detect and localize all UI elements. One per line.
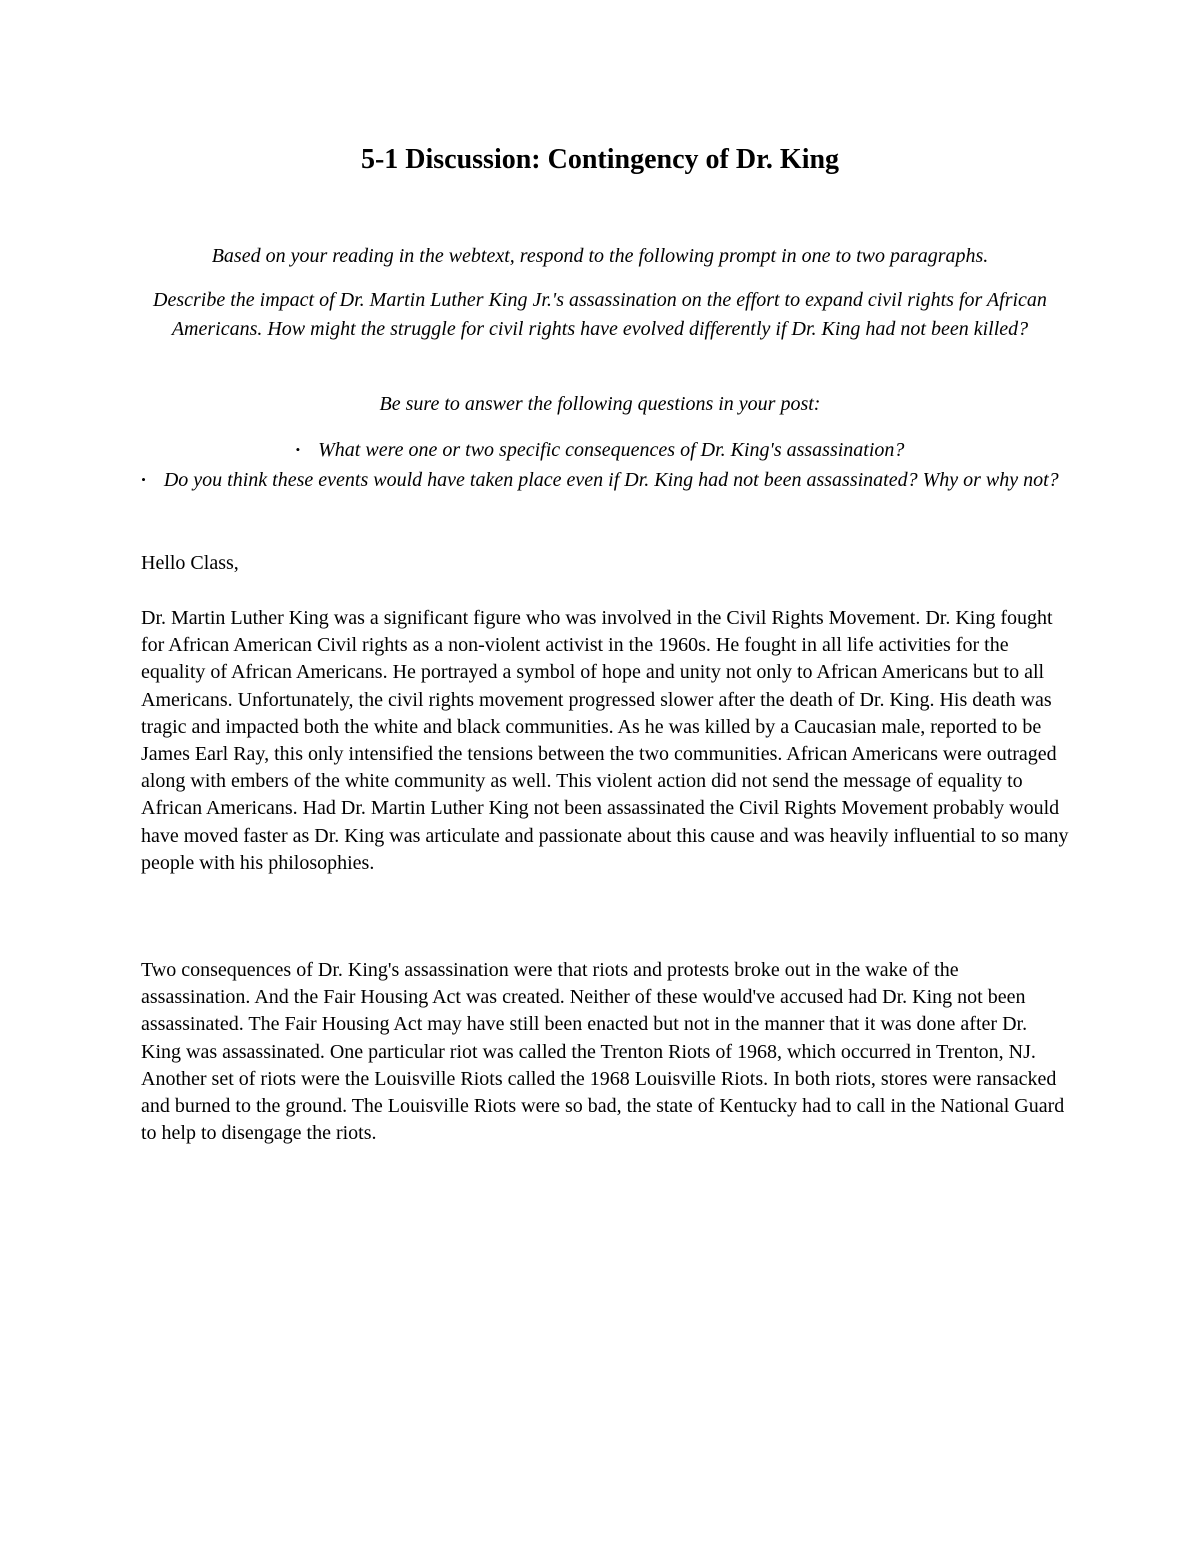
list-item xyxy=(138,435,1062,465)
response-paragraph-2: Two consequences of Dr. King's assassination were that riots and protests broke out in the wake of the assassination. And the Fair Housing Act was created. Neither of these would've accused had Dr. King not been assassinated. The Fair Housing Act may have still been enacted but not in the manner that it was done after Dr. King was assassinated. One particular riot was called the Trenton Riots of 1968, which occurred in Trenton, NJ. Another set of riots were the Louisville Riots called the 1968 Louisville Riots. In both riots, stores were ransacked and burned to the ground. The Louisville Riots were so bad, the state of Kentucky had to call in the National Guard to help to disengage the riots. xyxy=(141,959,1065,1145)
response-paragraph-1: Dr. Martin Luther King was a significant figure who was involved in the Civil Rights Movement. Dr. King fought for African American Civil rights as a non-violent activist in the 1960s. He fought in all life activities for the equality of African Americans. He portrayed a symbol of hope and unity not only to African Americans but to all Americans. Unfortunately, the civil rights movement progressed slower after the death of Dr. King. His death was tragic and impacted both the white and black communities. As he was killed by a Caucasian male, reported to be James Earl Ray, this only intensified the tensions between the two communities. African Americans were outraged along with embers of the white community as well. This violent action did not send the message of equality to African Americans. Had Dr. Martin Luther King not been assassinated the Civil Rights Movement probably would have moved faster as Dr. King was articulate and passionate about this cause and was heavily influential to so many people with his philosophies. xyxy=(141,607,1069,874)
bullet-icon: • xyxy=(141,472,146,487)
prompt-main: Describe the impact of Dr. Martin Luther King Jr.'s assassination on the effort to expand civil rights for African Americans. How might the struggle for civil rights have evolved differently if Dr. King had not been killed? xyxy=(153,289,1047,340)
prompt-instructions: Be sure to answer the following questions in your post: xyxy=(379,393,821,415)
prompt-intro: Based on your reading in the webtext, respond to the following prompt in one to two paragraphs. xyxy=(211,245,989,267)
document-title: 5-1 Discussion: Contingency of Dr. King xyxy=(360,144,840,175)
greeting: Hello Class, xyxy=(141,552,239,574)
question-list xyxy=(138,435,1062,495)
question-text: Do you think these events would have taken place even if Dr. King had not been assassinated? Why or why not? xyxy=(163,469,1059,491)
list-item xyxy=(138,465,1062,495)
bullet-icon: • xyxy=(295,442,301,457)
question-text: What were one or two specific consequences of Dr. King's assassination? xyxy=(318,439,905,461)
